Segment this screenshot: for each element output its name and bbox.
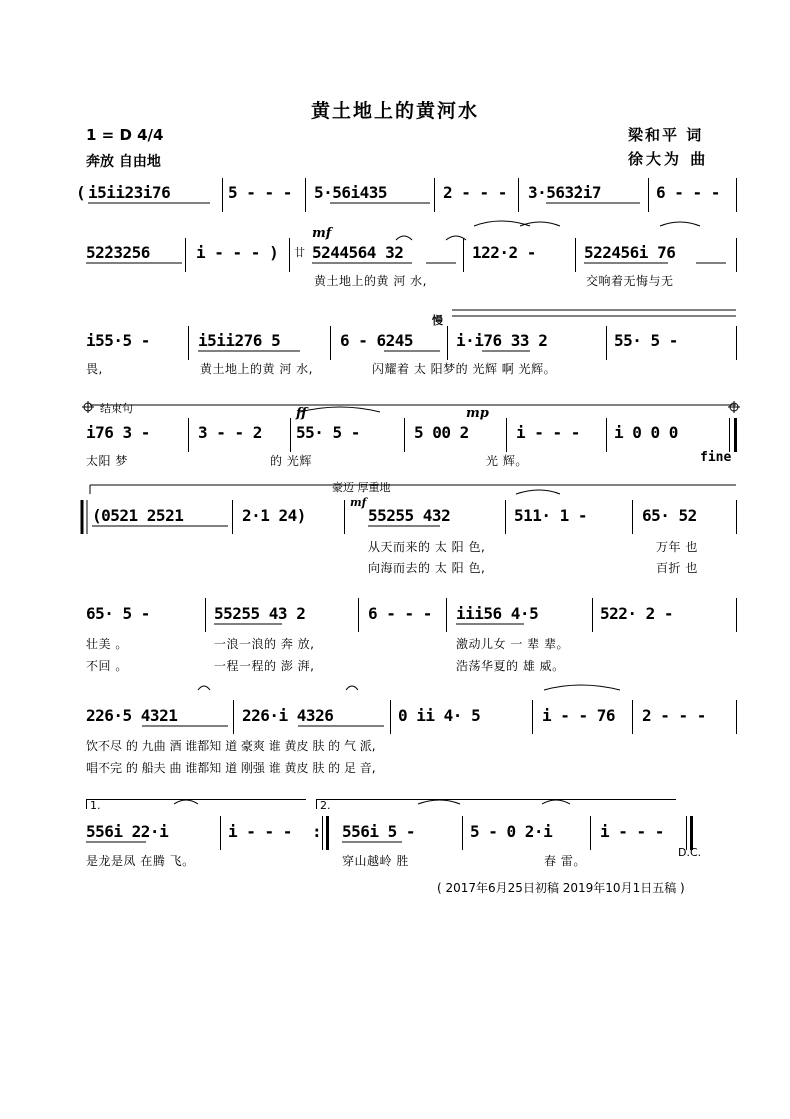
- note-group: 6 - - -: [656, 183, 720, 202]
- note-group: 55255 432: [368, 506, 451, 525]
- note-group: 226·i 4326: [242, 706, 334, 725]
- note-group: iii56 4·5: [456, 604, 539, 623]
- lyric-line: 万年 也: [656, 540, 698, 554]
- lyric-line: 一浪一浪的 奔 放,: [214, 637, 315, 651]
- lyricist-credit: 梁和平 词: [628, 126, 704, 144]
- note-group: 6 - - -: [368, 604, 432, 623]
- note-group: 2 - - -: [443, 183, 507, 202]
- dynamic-mark: ff: [296, 406, 307, 421]
- note-group: i76 3 -: [86, 423, 150, 442]
- note-group: 65· 5 -: [86, 604, 150, 623]
- note-group: 5·56i435: [314, 183, 388, 202]
- note-group: 6 - 6245: [340, 331, 414, 350]
- note-group: 55· 5 -: [614, 331, 678, 350]
- note-group: 5244564 32: [312, 243, 404, 262]
- note-group: 5 00 2: [414, 423, 469, 442]
- note-group: 52̇23256: [86, 243, 150, 262]
- volta-1-label: 1.: [90, 799, 101, 812]
- note-group: 65· 52: [642, 506, 697, 525]
- expression-mark: 豪迈 厚重地: [332, 481, 391, 494]
- lyric-line: 畏,: [86, 362, 103, 376]
- repeat-sign: :: [312, 822, 322, 841]
- lyric-line: 的 光辉: [270, 454, 312, 468]
- note-group: i 0 0 0: [614, 423, 678, 442]
- fine-mark: fine: [700, 450, 732, 465]
- note-group: 0 ii 4· 5: [398, 706, 481, 725]
- note-group: 522· 2 -: [600, 604, 674, 623]
- note-group: 226·5 4321: [86, 706, 178, 725]
- lyric-line: 浩荡华夏的 雄 威。: [456, 659, 565, 673]
- dynamic-mark: mf: [350, 496, 367, 509]
- note-group: i55·5 -: [86, 331, 150, 350]
- lyric-line: 从天而来的 太 阳 色,: [368, 540, 486, 554]
- lyric-line: 光 辉。: [486, 454, 528, 468]
- note-group: i - - -: [516, 423, 580, 442]
- note-group: 2 - - -: [642, 706, 706, 725]
- lyric-line: 黄土地上的黄 河 水,: [314, 274, 427, 288]
- composer-credit: 徐大为 曲: [628, 150, 709, 168]
- tempo-marking: 奔放 自由地: [86, 154, 161, 170]
- lyric-line: 饮不尽 的 九曲 酒 谁都知 道 豪爽 谁 黄皮 肤 的 气 派,: [86, 739, 376, 753]
- lyric-line: 唱不完 的 船夫 曲 谁都知 道 刚强 谁 黄皮 肤 的 足 音,: [86, 761, 376, 775]
- lyric-line: 黄土地上的黄 河 水,: [200, 362, 313, 376]
- note-group: 5 - - -: [228, 183, 292, 202]
- lyric-line: 向海而去的 太 阳 色,: [368, 561, 486, 575]
- note-group: i·i76 33 2: [456, 331, 548, 350]
- note-group: 511· 1 -: [514, 506, 588, 525]
- note-group: 3 - - 2: [198, 423, 262, 442]
- note-group: 5 - 0 2·i: [470, 822, 553, 841]
- note-group: i - - -: [228, 822, 292, 841]
- da-capo-mark: D.C.: [678, 846, 702, 859]
- ending-label: 结束句: [100, 402, 133, 415]
- lyric-line: 百折 也: [656, 561, 698, 575]
- note-group: 522456i 76: [584, 243, 676, 262]
- volta-2-label: 2.: [320, 799, 331, 812]
- note-group: 55255 43 2: [214, 604, 306, 623]
- lyric-line: 交响着无悔与无: [586, 274, 674, 288]
- note-group: (: [76, 183, 86, 202]
- breath-mark: 廿: [294, 246, 305, 259]
- lyric-line: 春 雷。: [544, 854, 586, 868]
- note-group: 2·1 24): [242, 506, 306, 525]
- note-group: i - - - ): [196, 243, 279, 262]
- lyric-line: 穿山越岭 胜: [342, 854, 409, 868]
- note-group: 122·2 -: [472, 243, 536, 262]
- note-group: 3·563̇2i7: [528, 183, 602, 202]
- lyric-line: 一程一程的 澎 湃,: [214, 659, 315, 673]
- note-group: 556i 22·i: [86, 822, 169, 841]
- lyric-line: 闪耀着 太 阳梦的 光辉 啊 光辉。: [372, 362, 557, 376]
- dynamic-mark: mp: [466, 406, 489, 421]
- song-title: 黄土地上的黄河水: [310, 100, 479, 122]
- lyric-line: 壮美 。: [86, 637, 128, 651]
- note-group: i5ii276 5: [198, 331, 281, 350]
- note-group: i5ii23i76: [88, 183, 171, 202]
- note-group: i - - 76: [542, 706, 616, 725]
- revision-date-note: ( 2017年6月25日初稿 2019年10月1日五稿 ): [437, 881, 685, 895]
- lyric-line: 太阳 梦: [86, 454, 128, 468]
- note-group: 556i 5 -: [342, 822, 416, 841]
- note-group: (0521 2521: [92, 506, 184, 525]
- lyric-line: 激动儿女 一 辈 辈。: [456, 637, 569, 651]
- note-group: 55· 5 -: [296, 423, 360, 442]
- lyric-line: 是龙是凤 在腾 飞。: [86, 854, 195, 868]
- lyric-line: 不回 。: [86, 659, 128, 673]
- note-group: i - - -: [600, 822, 664, 841]
- key-signature: 1 = D 4/4: [86, 126, 164, 144]
- dynamic-mark: mf: [312, 226, 332, 241]
- tempo-change-mark: 慢: [432, 314, 443, 327]
